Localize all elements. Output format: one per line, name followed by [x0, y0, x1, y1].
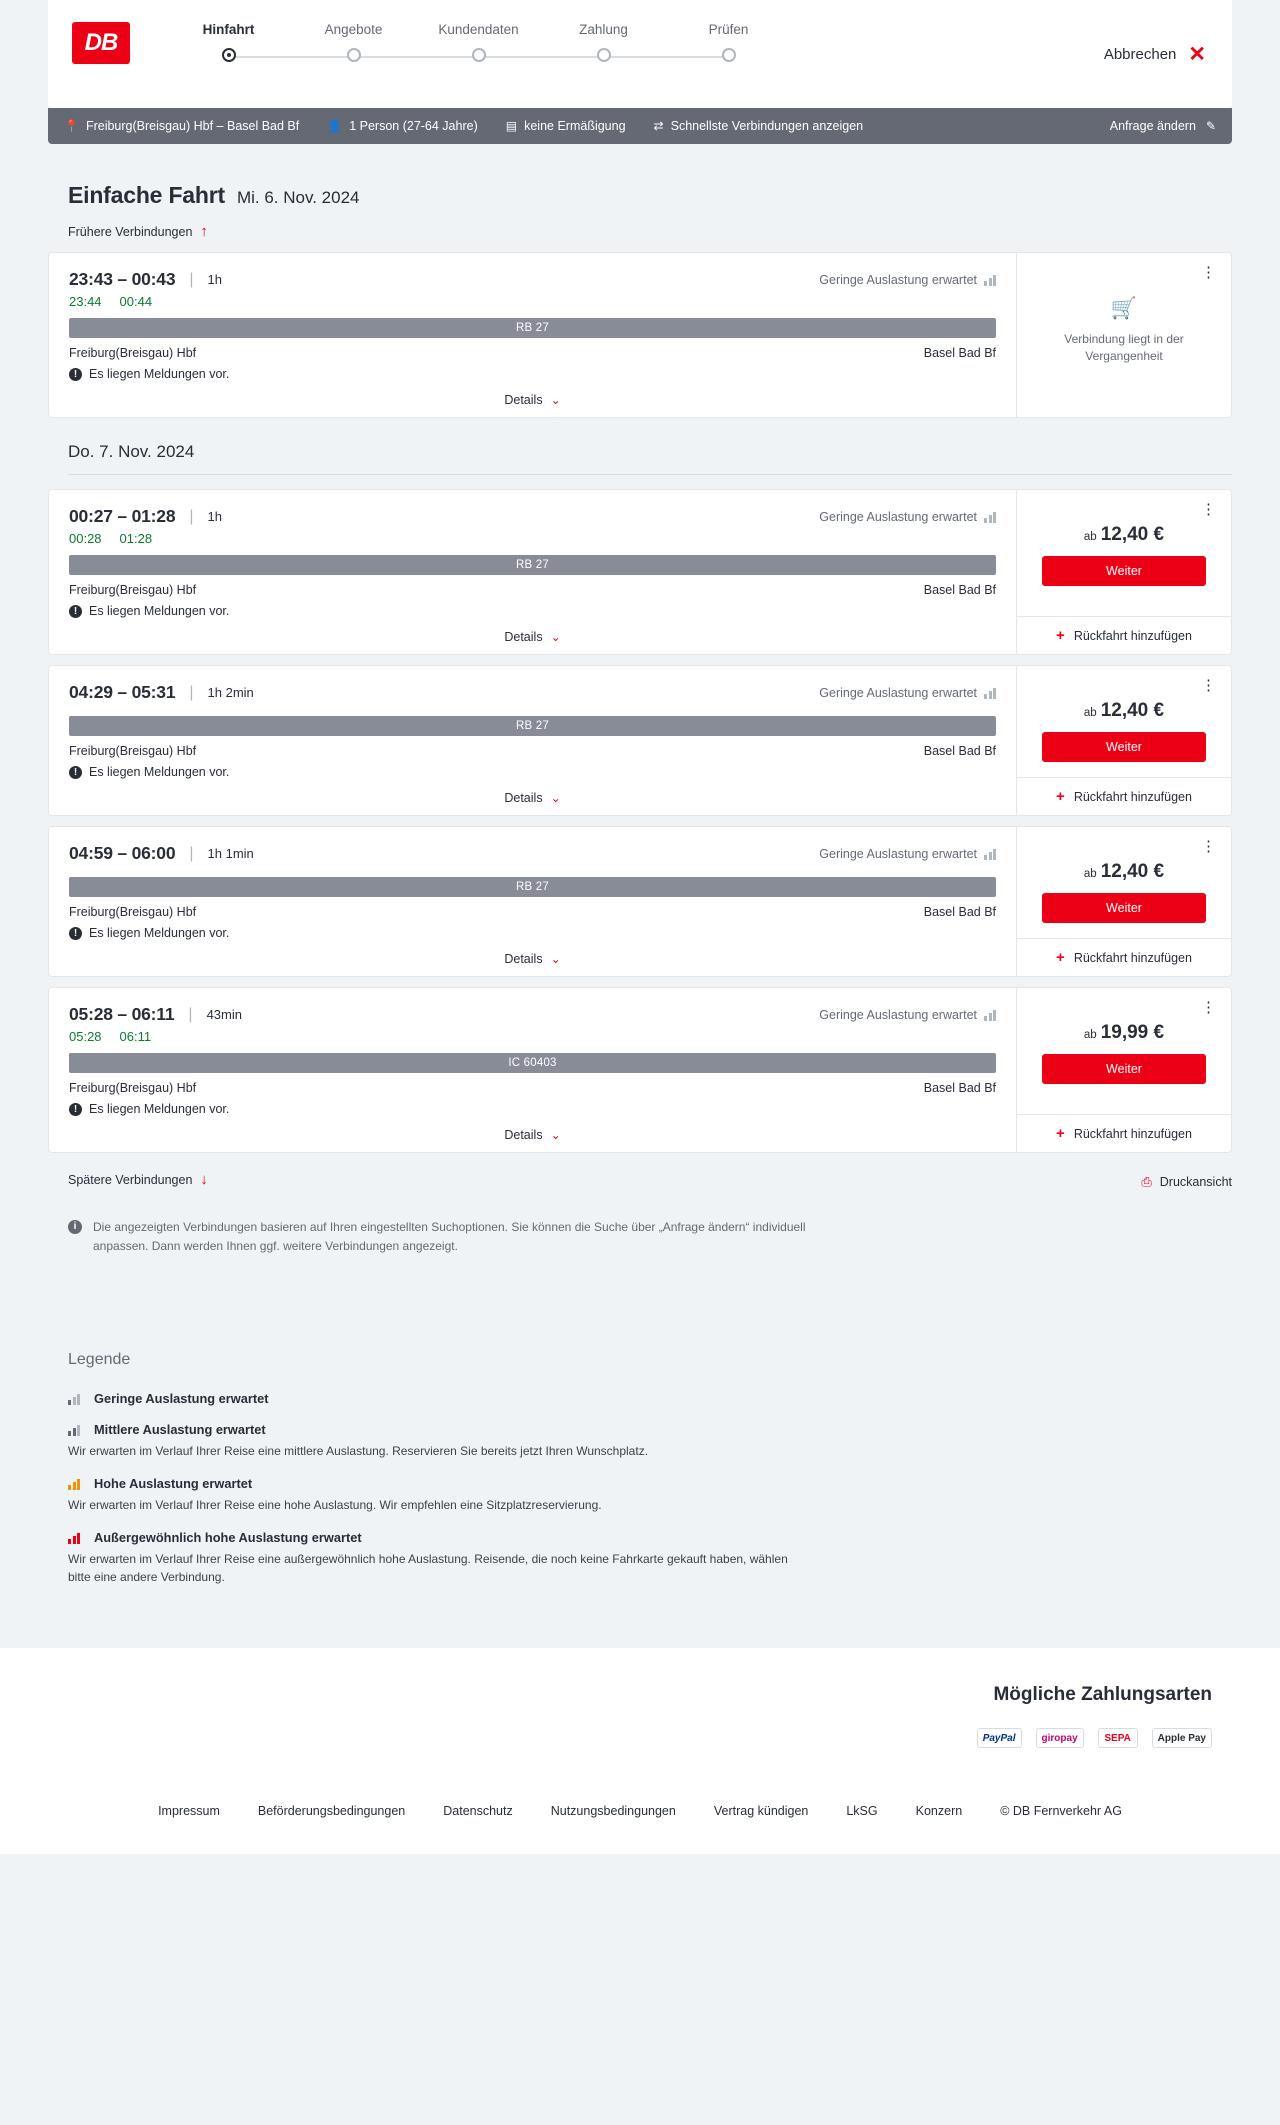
connection-action-panel — [1016, 253, 1231, 417]
occupancy-label: Geringe Auslastung erwartet — [819, 846, 977, 861]
connection-times: 04:29 – 05:31 — [69, 682, 176, 702]
query-passengers[interactable] — [327, 119, 478, 133]
location-pin-icon: 📍 — [64, 119, 79, 133]
cancel-button[interactable] — [1104, 44, 1206, 65]
printer-icon: ⎙ — [1141, 1173, 1152, 1189]
legend-head — [68, 1391, 1232, 1406]
legend-title: Legende — [68, 1351, 131, 1369]
legend-item-very-high — [68, 1530, 1232, 1586]
occupancy-bars-crossed-icon — [68, 1532, 80, 1544]
dot-icon — [347, 48, 361, 62]
details-toggle[interactable] — [69, 952, 996, 966]
stepper-dots — [166, 48, 791, 62]
info-icon: i — [68, 1220, 82, 1234]
legend-label: Hohe Auslastung erwartet — [94, 1476, 253, 1492]
legend-head — [68, 1422, 1232, 1437]
price-value: 19,99 € — [1100, 1022, 1165, 1043]
stepper-labels — [166, 22, 791, 37]
footer-link-datenschutz[interactable]: Datenschutz — [443, 1804, 513, 1819]
day-separator: Do. 7. Nov. 2024 — [68, 442, 1232, 475]
add-return-trip-button[interactable] — [1017, 616, 1231, 654]
print-view-label: Druckansicht — [1159, 1174, 1232, 1189]
dot-icon — [597, 48, 611, 62]
apple-pay-icon: Apple Pay — [1152, 1728, 1212, 1748]
divider: | — [188, 1005, 193, 1023]
plus-icon: + — [1056, 1125, 1065, 1142]
legend-label: Mittlere Auslastung erwartet — [94, 1422, 266, 1438]
train-badge: RB 27 — [69, 877, 996, 897]
realtime-departure: 23:44 — [69, 294, 102, 309]
train-badge: RB 27 — [69, 318, 996, 338]
occupancy-bars-icon — [68, 1393, 80, 1405]
realtime-arrival: 06:11 — [119, 1029, 152, 1044]
station-to: Basel Bad Bf — [923, 583, 996, 597]
step-dot-zahlung[interactable] — [541, 48, 666, 62]
footer-link-konzern[interactable]: Konzern — [915, 1804, 963, 1819]
step-label-zahlung[interactable]: Zahlung — [579, 22, 628, 37]
step-dot-pruefen[interactable] — [666, 48, 791, 62]
plus-icon: + — [1056, 788, 1065, 805]
connection-details — [49, 827, 1016, 976]
more-options-icon[interactable]: ⋮ — [1201, 264, 1217, 281]
stations-row — [69, 346, 996, 360]
person-icon: 👤 — [327, 119, 343, 133]
divider: | — [189, 844, 194, 862]
step-label-pruefen[interactable]: Prüfen — [708, 22, 749, 37]
step-dot-angebote[interactable] — [291, 48, 416, 62]
price-prefix: ab — [1083, 868, 1097, 880]
connection-summary-row — [69, 843, 996, 864]
realtime-arrival: 01:28 — [119, 531, 153, 546]
divider: | — [189, 683, 194, 701]
occupancy-indicator — [819, 273, 996, 287]
query-option-label: Schnellste Verbindungen anzeigen — [670, 119, 864, 133]
connection-notice[interactable] — [69, 765, 996, 779]
connection-details — [49, 988, 1016, 1152]
legend-section — [0, 1317, 1280, 1648]
details-label: Details — [504, 393, 543, 407]
connection-times: 23:43 – 00:43 — [69, 269, 176, 289]
past-connection-notice — [1017, 295, 1231, 364]
price-value: 12,40 € — [1100, 524, 1165, 545]
chevron-down-icon: ⌄ — [550, 791, 561, 805]
dot-icon — [722, 48, 736, 62]
payment-methods-list — [48, 1728, 1212, 1748]
legend-label: Außergewöhnlich hohe Auslastung erwartet — [94, 1530, 362, 1546]
earlier-connections-button[interactable] — [68, 223, 1232, 240]
occupancy-indicator — [819, 847, 996, 861]
footer-copyright: © DB Fernverkehr AG — [1000, 1804, 1122, 1819]
station-from: Freiburg(Breisgau) Hbf — [69, 583, 197, 597]
connection-details — [49, 666, 1016, 815]
connection-action-panel — [1016, 827, 1231, 976]
station-to: Basel Bad Bf — [923, 744, 996, 758]
chevron-down-icon: ⌄ — [550, 630, 561, 644]
occupancy-indicator — [819, 1008, 996, 1022]
more-options-icon[interactable]: ⋮ — [1201, 838, 1217, 855]
query-route-label: Freiburg(Breisgau) Hbf – Basel Bad Bf — [85, 119, 300, 133]
print-view-button[interactable] — [1141, 1174, 1232, 1190]
edit-query-button[interactable] — [1110, 119, 1216, 133]
pencil-icon: ✎ — [1205, 119, 1216, 133]
db-logo[interactable]: DB — [72, 22, 130, 64]
chevron-down-icon: ⌄ — [550, 393, 561, 407]
legend-label: Geringe Auslastung erwartet — [94, 1391, 269, 1407]
swap-icon: ⇄ — [653, 119, 664, 133]
add-return-trip-label: Rückfahrt hinzufügen — [1073, 789, 1192, 804]
card-icon: ▤ — [505, 119, 518, 133]
connection-card[interactable] — [48, 665, 1232, 816]
price-value: 12,40 € — [1100, 861, 1165, 882]
occupancy-bars-icon — [68, 1478, 80, 1490]
connection-duration: 43min — [206, 1007, 242, 1022]
connection-times: 00:27 – 01:28 — [69, 506, 176, 526]
legend-description: Wir erwarten im Verlauf Ihrer Reise eine außergewöhnlich hohe Auslastung. Reisende, die noch keine Fahrkarte gekauft haben, wählen bitte eine andere Verbindung. — [68, 1552, 788, 1585]
occupancy-label: Geringe Auslastung erwartet — [819, 509, 977, 524]
connection-duration: 1h 1min — [207, 846, 254, 861]
connection-notice[interactable] — [69, 367, 996, 381]
add-return-trip-button[interactable] — [1017, 777, 1231, 815]
step-label-hinfahrt[interactable]: Hinfahrt — [202, 22, 255, 37]
connection-summary-row — [69, 269, 996, 290]
stations-row — [69, 744, 996, 758]
connection-summary-row — [69, 506, 996, 527]
connection-notice-label: Es liegen Meldungen vor. — [89, 765, 230, 779]
realtime-arrival: 00:44 — [119, 294, 153, 309]
app-header — [48, 0, 1232, 108]
connection-notice-label: Es liegen Meldungen vor. — [89, 604, 230, 618]
occupancy-bars-icon — [68, 1424, 80, 1436]
station-to: Basel Bad Bf — [923, 1081, 996, 1095]
connection-notice-label: Es liegen Meldungen vor. — [89, 367, 230, 381]
connection-details — [49, 253, 1016, 417]
connection-notice-label: Es liegen Meldungen vor. — [89, 1102, 230, 1116]
connection-duration: 1h 2min — [207, 685, 254, 700]
query-discount[interactable] — [506, 119, 626, 133]
chevron-down-icon: ⌄ — [550, 1128, 561, 1142]
occupancy-bars-icon — [984, 511, 996, 523]
step-dot-hinfahrt[interactable] — [166, 48, 291, 62]
price-display — [1084, 1022, 1164, 1044]
legend-head — [68, 1530, 1232, 1545]
earlier-connections-label: Frühere Verbindungen — [68, 224, 193, 239]
later-connections-label: Spätere Verbindungen — [68, 1172, 193, 1187]
details-label: Details — [504, 1128, 543, 1142]
query-route[interactable] — [64, 119, 299, 133]
chevron-down-icon: ⌄ — [550, 952, 561, 966]
occupancy-bars-icon — [984, 687, 996, 699]
connection-action-panel — [1016, 988, 1231, 1152]
connection-notice[interactable] — [69, 926, 996, 940]
details-label: Details — [504, 630, 543, 644]
occupancy-indicator — [819, 686, 996, 700]
exclamation-icon: ! — [69, 368, 82, 381]
details-toggle[interactable] — [69, 1128, 996, 1142]
cancel-label: Abbrechen — [1103, 46, 1177, 63]
legend-item-high — [68, 1476, 1232, 1514]
details-label: Details — [504, 952, 543, 966]
plus-icon: + — [1056, 949, 1065, 966]
close-icon: ✕ — [1188, 43, 1206, 66]
legend-item-medium — [68, 1422, 1232, 1460]
footer-link-nutzungsbedingungen[interactable]: Nutzungsbedingungen — [550, 1804, 676, 1819]
sepa-icon: SEPA — [1098, 1728, 1138, 1748]
dot-active-icon — [222, 48, 236, 62]
step-label-kundendaten[interactable]: Kundendaten — [438, 22, 519, 37]
station-to: Basel Bad Bf — [923, 346, 996, 360]
stations-row — [69, 583, 996, 597]
connection-notice[interactable] — [69, 604, 996, 618]
realtime-departure: 00:28 — [69, 531, 102, 546]
payment-methods-section — [0, 1648, 1280, 1778]
occupancy-label: Geringe Auslastung erwartet — [819, 685, 977, 700]
giropay-icon: giropay — [1036, 1728, 1084, 1748]
occupancy-label: Geringe Auslastung erwartet — [819, 1007, 977, 1022]
connection-duration: 1h — [207, 509, 222, 524]
add-return-trip-button[interactable] — [1017, 938, 1231, 976]
continue-button[interactable]: Weiter — [1042, 556, 1206, 586]
stations-row — [69, 1081, 996, 1095]
more-options-icon[interactable]: ⋮ — [1201, 677, 1217, 694]
step-label-angebote[interactable]: Angebote — [324, 22, 383, 37]
connection-summary-row — [69, 682, 996, 703]
train-badge: RB 27 — [69, 716, 996, 736]
footer-link-befoerderungsbedingungen[interactable]: Beförderungsbedingungen — [257, 1804, 406, 1819]
query-passengers-label: 1 Person (27-64 Jahre) — [349, 119, 478, 133]
more-options-icon[interactable]: ⋮ — [1201, 999, 1217, 1016]
price-value: 12,40 € — [1100, 700, 1165, 721]
step-dot-kundendaten[interactable] — [416, 48, 541, 62]
add-return-trip-label: Rückfahrt hinzufügen — [1073, 628, 1192, 643]
details-toggle[interactable] — [69, 393, 996, 407]
footer-link-lksg[interactable]: LkSG — [846, 1804, 878, 1819]
station-from: Freiburg(Breisgau) Hbf — [69, 1081, 197, 1095]
details-label: Details — [504, 791, 543, 805]
legend-head — [68, 1476, 1232, 1491]
connection-notice[interactable] — [69, 1102, 996, 1116]
divider: | — [189, 507, 194, 525]
page-title-date: Mi. 6. Nov. 2024 — [236, 188, 360, 207]
train-badge: IC 60403 — [69, 1053, 996, 1073]
price-display — [1084, 861, 1164, 883]
connection-times: 04:59 – 06:00 — [69, 843, 176, 863]
details-toggle[interactable] — [69, 630, 996, 644]
exclamation-icon: ! — [69, 605, 82, 618]
exclamation-icon: ! — [69, 766, 82, 779]
station-from: Freiburg(Breisgau) Hbf — [69, 744, 197, 758]
occupancy-bars-icon — [984, 274, 996, 286]
query-option[interactable] — [654, 119, 864, 133]
add-return-trip-label: Rückfahrt hinzufügen — [1073, 1126, 1192, 1141]
legend-item-low — [68, 1391, 1232, 1406]
cart-icon: 🛒 — [1110, 297, 1138, 320]
continue-button[interactable]: Weiter — [1042, 893, 1206, 923]
add-return-trip-button[interactable] — [1017, 1114, 1231, 1152]
page-title — [68, 182, 1232, 209]
add-return-trip-label: Rückfahrt hinzufügen — [1073, 950, 1192, 965]
connection-times: 05:28 – 06:11 — [69, 1004, 175, 1024]
dot-icon — [472, 48, 486, 62]
realtime-departure: 05:28 — [69, 1029, 102, 1044]
past-connection-label: Verbindung liegt in der Vergangenheit — [1064, 332, 1184, 363]
price-display — [1084, 700, 1164, 722]
connection-card[interactable] — [48, 489, 1232, 655]
search-info-box — [68, 1218, 838, 1255]
realtime-times — [69, 531, 996, 546]
connection-action-panel — [1016, 666, 1231, 815]
realtime-times — [69, 294, 996, 309]
later-connections-button[interactable] — [68, 1171, 208, 1188]
main-content — [0, 182, 1280, 1255]
page-footer — [0, 1778, 1280, 1854]
payment-methods-title: Mögliche Zahlungsarten — [993, 1684, 1212, 1706]
plus-icon: + — [1056, 627, 1065, 644]
occupancy-bars-icon — [984, 1009, 996, 1021]
edit-query-label: Anfrage ändern — [1109, 119, 1196, 133]
station-from: Freiburg(Breisgau) Hbf — [69, 346, 197, 360]
connection-summary-row — [69, 1004, 996, 1025]
divider: | — [189, 270, 194, 288]
search-query-bar — [48, 108, 1232, 144]
more-options-icon[interactable]: ⋮ — [1201, 501, 1217, 518]
exclamation-icon: ! — [69, 927, 82, 940]
continue-button[interactable]: Weiter — [1042, 1054, 1206, 1084]
page-title-text: Einfache Fahrt — [68, 182, 225, 208]
train-badge: RB 27 — [69, 555, 996, 575]
price-prefix: ab — [1083, 1029, 1097, 1041]
continue-button[interactable]: Weiter — [1042, 732, 1206, 762]
query-discount-label: keine Ermäßigung — [524, 119, 626, 133]
connection-card[interactable] — [48, 826, 1232, 977]
search-info-text: Die angezeigten Verbindungen basieren auf Ihren eingestellten Suchoptionen. Sie können die Suche über „Anfrage ändern“ individuell anpassen. Dann werden Ihnen ggf. weitere Verbindungen angezeigt. — [93, 1220, 806, 1253]
legend-description: Wir erwarten im Verlauf Ihrer Reise eine mittlere Auslastung. Reservieren Sie bereits jetzt Ihren Wunschplatz. — [68, 1444, 649, 1459]
station-from: Freiburg(Breisgau) Hbf — [69, 905, 197, 919]
connection-card[interactable] — [48, 987, 1232, 1153]
connection-notice-label: Es liegen Meldungen vor. — [89, 926, 230, 940]
price-prefix: ab — [1083, 707, 1097, 719]
arrow-down-icon: ↓ — [200, 1171, 208, 1188]
occupancy-bars-icon — [984, 848, 996, 860]
station-to: Basel Bad Bf — [923, 905, 996, 919]
legend-description: Wir erwarten im Verlauf Ihrer Reise eine hohe Auslastung. Wir empfehlen eine Sitzplatzreservierung. — [68, 1498, 602, 1513]
price-display — [1084, 524, 1164, 546]
paypal-icon: PayPal — [977, 1728, 1022, 1748]
details-toggle[interactable] — [69, 791, 996, 805]
occupancy-label: Geringe Auslastung erwartet — [819, 272, 977, 287]
connection-details — [49, 490, 1016, 654]
stations-row — [69, 905, 996, 919]
footer-link-impressum[interactable]: Impressum — [158, 1804, 220, 1819]
occupancy-indicator — [819, 510, 996, 524]
exclamation-icon: ! — [69, 1103, 82, 1116]
arrow-up-icon: ↑ — [200, 223, 208, 240]
price-prefix: ab — [1083, 531, 1097, 543]
footer-link-vertrag-kuendigen[interactable]: Vertrag kündigen — [713, 1804, 809, 1819]
realtime-times — [69, 1029, 996, 1044]
connection-action-panel — [1016, 490, 1231, 654]
connection-card[interactable] — [48, 252, 1232, 418]
connection-duration: 1h — [207, 272, 222, 287]
checkout-stepper — [166, 18, 791, 62]
list-footer-row — [48, 1163, 1232, 1200]
